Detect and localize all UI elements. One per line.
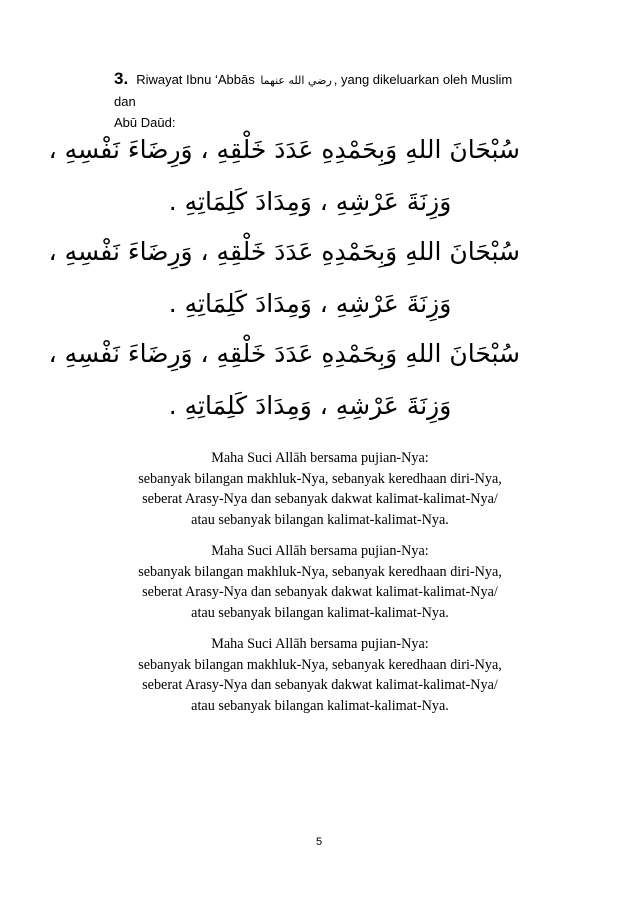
translation-line: Maha Suci Allāh bersama pujian-Nya: — [211, 543, 429, 559]
translation-3 — [100, 634, 540, 716]
arabic-dhikr-2 — [48, 232, 520, 324]
arabic-line: سُبْحَانَ اللهِ وَبِحَمْدِهِ عَدَدَ خَلْقِهِ ، وَرِضَاءَ نَفْسِهِ ، — [48, 237, 520, 266]
section-heading — [114, 68, 534, 133]
heading-line-1 — [114, 68, 534, 112]
arabic-line: سُبْحَانَ اللهِ وَبِحَمْدِهِ عَدَدَ خَلْقِهِ ، وَرِضَاءَ نَفْسِهِ ، — [48, 339, 520, 368]
translation-line: atau sebanyak bilangan kalimat-kalimat-Nya. — [191, 604, 449, 621]
translation-1 — [100, 448, 540, 530]
translation-line: seberat Arasy-Nya dan sebanyak dakwat kalimat-kalimat-Nya/ — [142, 491, 498, 507]
translation-line: sebanyak bilangan makhluk-Nya, sebanyak keredhaan diri-Nya, — [138, 656, 502, 673]
translation-line: sebanyak bilangan makhluk-Nya, sebanyak keredhaan diri-Nya, — [138, 470, 502, 487]
translation-line: sebanyak bilangan makhluk-Nya, sebanyak keredhaan diri-Nya, — [138, 563, 502, 580]
arabic-line: سُبْحَانَ اللهِ وَبِحَمْدِهِ عَدَدَ خَلْقِهِ ، وَرِضَاءَ نَفْسِهِ ، — [48, 135, 520, 164]
translation-line: seberat Arasy-Nya dan sebanyak dakwat kalimat-kalimat-Nya/ — [142, 677, 498, 693]
honorific-glyph: رضي الله عنهما — [260, 74, 332, 87]
translation-line: seberat Arasy-Nya dan sebanyak dakwat kalimat-kalimat-Nya/ — [142, 584, 498, 600]
translation-line: atau sebanyak bilangan kalimat-kalimat-Nya. — [191, 697, 449, 714]
arabic-dhikr-1 — [48, 130, 520, 222]
arabic-dhikr-3 — [48, 334, 520, 426]
translation-line: atau sebanyak bilangan kalimat-kalimat-Nya. — [191, 511, 449, 528]
translation-line: Maha Suci Allāh bersama pujian-Nya: — [211, 636, 429, 652]
translation-line: Maha Suci Allāh bersama pujian-Nya: — [211, 450, 429, 466]
arabic-line: وَزِنَةَ عَرْشِهِ ، وَمِدَادَ كَلِمَاتِهِ . — [168, 391, 452, 420]
page-number: 5 — [315, 836, 323, 848]
translation-2 — [100, 541, 540, 623]
heading-line-2: Abū Daūd: — [114, 115, 176, 130]
heading-text-after: , yang dikeluarkan oleh Muslim dan — [114, 72, 513, 109]
section-number: 3. — [114, 69, 129, 88]
heading-text-before: Riwayat Ibnu ‘Abbās — [136, 72, 255, 87]
arabic-line: وَزِنَةَ عَرْشِهِ ، وَمِدَادَ كَلِمَاتِهِ . — [168, 289, 452, 318]
arabic-line: وَزِنَةَ عَرْشِهِ ، وَمِدَادَ كَلِمَاتِهِ . — [168, 187, 452, 216]
